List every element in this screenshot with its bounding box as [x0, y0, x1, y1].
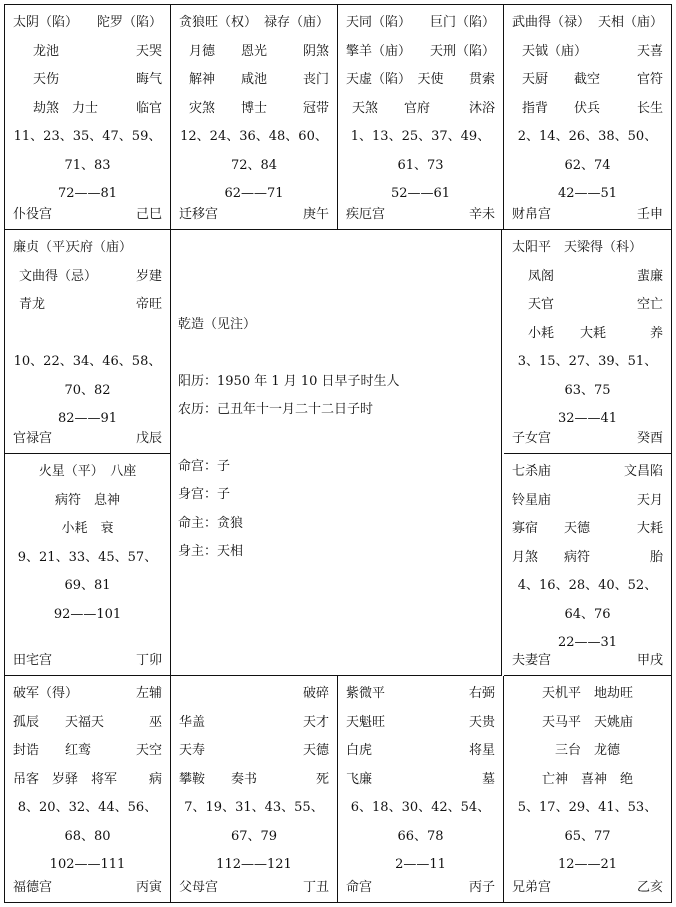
star-label: 天喜 [636, 43, 663, 59]
star-label: 2——11 [395, 857, 446, 872]
palace-name: 福德宫 [13, 880, 53, 895]
star-label: 天厨 截空 [522, 72, 601, 87]
age-list [179, 123, 329, 152]
star-row [346, 766, 495, 795]
star-label: 天贵 [468, 714, 495, 730]
ming-zhu: 命主：贪狼 [178, 515, 244, 531]
star-row [346, 680, 495, 709]
star-label: 白虎 [346, 743, 373, 758]
palace-footer [179, 876, 329, 900]
star-label: 龙池 [33, 43, 60, 59]
star-label: 72、84 [230, 157, 278, 173]
star-label: 天官 [528, 297, 555, 312]
star-label: 灾煞 博士 [189, 100, 268, 116]
star-row [512, 680, 663, 709]
star-label: 铃星庙 [512, 492, 552, 508]
palace-mao [4, 454, 171, 676]
star-label: 右弼 [468, 686, 495, 701]
palace-footer [346, 203, 495, 227]
star-label: 晦气 [135, 72, 162, 87]
ming-gong: 命宫：子 [178, 458, 231, 474]
chart-title: 乾造（见注） [178, 317, 257, 332]
star-label: 擎羊（庙） [346, 43, 412, 59]
star-label: 七杀庙 [512, 464, 552, 479]
star-row [512, 487, 663, 516]
star-label: 72——81 [57, 186, 118, 201]
star-row [512, 737, 663, 766]
palace-name: 命宫 [346, 880, 373, 895]
star-row [179, 737, 329, 766]
star-row [179, 38, 329, 67]
star-label: 巨门（陷） [429, 15, 495, 30]
age-list [13, 572, 162, 601]
star-label: 22——31 [557, 635, 618, 650]
star-label: 太阳平 天梁得（科） [512, 240, 643, 255]
star-label: 82——91 [57, 411, 118, 426]
star-label: 空亡 [636, 297, 663, 312]
star-row [179, 766, 329, 795]
star-label: 天马平 天姚庙 [541, 714, 634, 730]
star-row [179, 709, 329, 738]
star-row [512, 544, 663, 573]
star-label: 66、78 [397, 828, 444, 844]
age-list [13, 152, 162, 181]
palace-ganzhi: 壬申 [636, 207, 663, 222]
star-label: 102——111 [49, 857, 126, 872]
star-row [13, 320, 162, 349]
age-list [346, 794, 495, 823]
star-row [13, 9, 162, 38]
star-row [346, 95, 495, 124]
palace-ganzhi: 己巳 [135, 207, 162, 222]
star-label: 贪狼旺（权） [179, 15, 258, 30]
palace-xu [504, 454, 672, 676]
star-row [512, 709, 663, 738]
star-row [512, 766, 663, 795]
star-label: 69、81 [64, 578, 111, 593]
star-label: 12、24、36、48、60、 [180, 129, 328, 144]
star-row [179, 66, 329, 95]
star-label: 指背 伏兵 [522, 100, 601, 116]
star-label: 禄存（庙） [263, 15, 329, 30]
star-label: 病 [148, 771, 162, 787]
star-label: 2、14、26、38、50、 [517, 129, 658, 144]
star-label: 岁建 [135, 268, 162, 284]
age-list [13, 794, 162, 823]
palace-ganzhi: 庚午 [302, 207, 329, 222]
star-label: 官符 [636, 72, 663, 87]
star-label: 3、15、27、39、51、 [517, 354, 658, 369]
star-label: 长生 [636, 100, 663, 116]
star-label: 62、74 [564, 157, 611, 173]
star-row [13, 487, 162, 516]
age-list [13, 123, 162, 152]
star-label: 天煞 官府 [352, 100, 431, 116]
star-label: 廉贞（平） [13, 240, 79, 255]
star-label: 病符 息神 [54, 492, 121, 508]
star-label: 劫煞 力士 [33, 100, 99, 116]
palace-footer [512, 649, 663, 673]
star-label: 胎 [649, 549, 663, 565]
palace-wei [338, 4, 504, 230]
star-label: 1、13、25、37、49、 [350, 129, 491, 144]
palace-name: 兄弟宫 [512, 880, 552, 895]
star-label: 月煞 病符 [512, 549, 591, 565]
star-row [13, 38, 162, 67]
star-row [512, 38, 663, 67]
star-label: 6、18、30、42、54、 [350, 800, 491, 815]
star-row [179, 680, 329, 709]
star-label: 紫微平 [346, 686, 386, 701]
star-row [179, 9, 329, 38]
star-label: 陀罗（陷） [96, 15, 162, 30]
star-row [346, 66, 495, 95]
palace-ganzhi: 戊辰 [135, 431, 162, 446]
star-label: 冠带 [302, 100, 329, 116]
age-list [512, 823, 663, 852]
star-label: 亡神 喜神 绝 [541, 771, 634, 787]
age-list [512, 572, 663, 601]
age-list [512, 348, 663, 377]
palace-ganzhi: 癸酉 [636, 431, 663, 446]
palace-footer [346, 876, 495, 900]
palace-ganzhi: 丁卯 [135, 653, 162, 668]
star-label: 攀鞍 奏书 [179, 771, 258, 787]
star-label: 9、21、33、45、57、 [17, 549, 158, 565]
star-row [179, 95, 329, 124]
star-label: 11、23、35、47、59、 [13, 129, 162, 144]
palace-chou [171, 676, 338, 903]
star-label: 临官 [135, 100, 162, 116]
age-list [346, 152, 495, 181]
age-list [13, 377, 162, 406]
decade-range [13, 601, 162, 630]
palace-hai [504, 676, 672, 903]
star-label: 70、82 [64, 382, 111, 398]
star-label: 死 [315, 771, 329, 787]
star-label: 养 [649, 325, 663, 341]
solar-birth-date: 阳历：1950 年 1 月 10 日早子时生人 [178, 373, 400, 389]
star-label: 太阴（陷） [13, 15, 79, 30]
star-label: 61、73 [397, 157, 444, 173]
star-label: 沐浴 [468, 100, 495, 116]
age-list [512, 601, 663, 630]
star-row [512, 458, 663, 487]
star-label: 71、83 [64, 157, 111, 173]
lunar-birth-date: 农历：己丑年十一月二十二日子时 [178, 402, 374, 417]
star-label: 天府（庙） [66, 240, 132, 255]
palace-ganzhi: 辛未 [468, 207, 495, 222]
palace-name: 财帛宫 [512, 207, 552, 222]
star-row [512, 234, 663, 263]
palace-footer [13, 427, 162, 451]
palace-footer [512, 203, 663, 227]
star-label: 32——41 [557, 411, 618, 426]
palace-zi [338, 676, 504, 903]
star-label: 65、77 [564, 828, 611, 844]
star-label: 4、16、28、40、52、 [517, 578, 658, 593]
star-label: 小耗 衰 [61, 521, 114, 536]
palace-name: 田宅宫 [13, 653, 53, 668]
star-label: 63、75 [564, 382, 611, 398]
star-label: 天才 [302, 714, 329, 730]
star-label: 孤辰 天福天 [13, 714, 105, 730]
star-label: 丧门 [302, 72, 329, 87]
age-list [512, 123, 663, 152]
star-label: 12——21 [557, 857, 618, 872]
star-label: 破碎 [302, 686, 329, 701]
age-list [13, 348, 162, 377]
star-label: 42——51 [557, 186, 618, 201]
star-row [13, 737, 162, 766]
star-row [13, 680, 162, 709]
star-row [512, 515, 663, 544]
palace-wu [171, 4, 338, 230]
star-label: 68、80 [64, 828, 111, 844]
star-label: 67、79 [230, 828, 278, 844]
star-label: 112——121 [216, 857, 292, 872]
star-label: 8、20、32、44、56、 [17, 800, 158, 815]
star-row [13, 234, 162, 263]
star-label: 92——101 [53, 606, 122, 622]
palace-you [504, 230, 672, 454]
star-row [13, 709, 162, 738]
palace-ganzhi: 丙子 [468, 880, 495, 895]
palace-footer [13, 203, 162, 227]
star-label: 天刑（陷） [429, 43, 495, 59]
star-label: 飞廉 [346, 771, 373, 787]
star-label: 武曲得（禄） [512, 15, 591, 30]
age-list [346, 123, 495, 152]
star-label: 左辅 [135, 686, 162, 701]
palace-footer [512, 427, 663, 451]
shen-gong: 身宫：子 [178, 487, 231, 502]
age-list [512, 377, 663, 406]
star-label: 墓 [481, 771, 495, 787]
star-label: 三台 龙德 [554, 743, 621, 758]
star-label: 7、19、31、43、55、 [184, 800, 324, 815]
star-label: 52——61 [390, 186, 451, 201]
star-label: 青龙 [19, 297, 46, 312]
star-label: 天月 [636, 492, 663, 508]
star-row [13, 66, 162, 95]
star-label: 吊客 岁驿 将军 [13, 771, 118, 787]
star-row [512, 320, 663, 349]
star-row [13, 766, 162, 795]
star-row [512, 291, 663, 320]
palace-ganzhi: 乙亥 [636, 880, 663, 895]
star-label: 蜚廉 [636, 268, 663, 284]
age-list [346, 823, 495, 852]
star-label: 文曲得（忌） [19, 268, 98, 284]
star-label: 阴煞 [302, 43, 329, 59]
star-label: 天空 [135, 743, 162, 758]
age-list [512, 152, 663, 181]
star-label: 巫 [148, 714, 162, 730]
age-list [179, 794, 329, 823]
star-label: 天钺（庙） [522, 43, 588, 59]
star-row [346, 38, 495, 67]
star-row [13, 291, 162, 320]
age-list [13, 823, 162, 852]
star-row [13, 95, 162, 124]
star-label: 封诰 红鸾 [13, 743, 92, 758]
star-label: 5、17、29、41、53、 [517, 800, 658, 815]
palace-chen [4, 230, 171, 454]
star-row [346, 709, 495, 738]
age-list [179, 152, 329, 181]
star-label: 将星 [468, 743, 495, 758]
star-label: 天同（陷） [346, 15, 412, 30]
star-label: 破军（得） [13, 686, 79, 701]
palace-ganzhi: 丁丑 [302, 880, 329, 895]
star-row [512, 9, 663, 38]
star-row [512, 263, 663, 292]
star-label: 寡宿 天德 [512, 521, 591, 536]
star-row [13, 515, 162, 544]
star-label: 天虚（陷） 天使 [346, 72, 444, 87]
star-label: 小耗 大耗 [528, 325, 607, 341]
palace-si [4, 4, 171, 230]
star-label: 解神 咸池 [189, 72, 268, 87]
star-label: 华盖 [179, 714, 206, 730]
star-label: 月德 恩光 [189, 43, 268, 59]
palace-footer [512, 876, 663, 900]
star-label: 火星（平） 八座 [38, 464, 137, 479]
palace-name: 迁移宫 [179, 207, 219, 222]
palace-name: 官禄宫 [13, 431, 53, 446]
star-label: 大耗 [636, 521, 663, 536]
age-list [179, 823, 329, 852]
star-label: 天哭 [135, 43, 162, 59]
star-label: 天伤 [33, 72, 60, 87]
star-label: 62——71 [224, 186, 284, 201]
chart-center-info [170, 229, 502, 676]
palace-footer [13, 876, 162, 900]
star-row [512, 66, 663, 95]
age-list [512, 794, 663, 823]
palace-name: 夫妻宫 [512, 653, 552, 668]
star-row [13, 458, 162, 487]
palace-name: 疾厄宫 [346, 207, 386, 222]
star-label: 10、22、34、46、58、 [13, 354, 162, 369]
star-label: 天寿 [179, 743, 206, 758]
star-label: 天相（庙） [597, 15, 663, 30]
star-label: 天机平 地劫旺 [541, 686, 634, 701]
star-label: 天德 [302, 743, 329, 758]
palace-name: 父母宫 [179, 880, 219, 895]
star-row [512, 95, 663, 124]
shen-zhu: 身主：天相 [178, 544, 244, 559]
palace-yin [4, 676, 171, 903]
palace-ganzhi: 甲戌 [636, 653, 663, 668]
star-row [13, 263, 162, 292]
palace-ganzhi: 丙寅 [135, 880, 162, 895]
star-label: 天魁旺 [346, 714, 386, 730]
star-row [346, 9, 495, 38]
star-label: 文昌陷 [623, 464, 663, 479]
age-list [13, 544, 162, 573]
palace-shen [504, 4, 672, 230]
star-row [346, 737, 495, 766]
star-label: 贯索 [468, 72, 495, 87]
star-label: 64、76 [564, 606, 611, 622]
palace-footer [13, 649, 162, 673]
star-label: 帝旺 [135, 297, 162, 312]
palace-name: 仆役宫 [13, 207, 53, 222]
star-label: 凤阁 [528, 268, 555, 284]
palace-name: 子女宫 [512, 431, 552, 446]
palace-footer [179, 203, 329, 227]
